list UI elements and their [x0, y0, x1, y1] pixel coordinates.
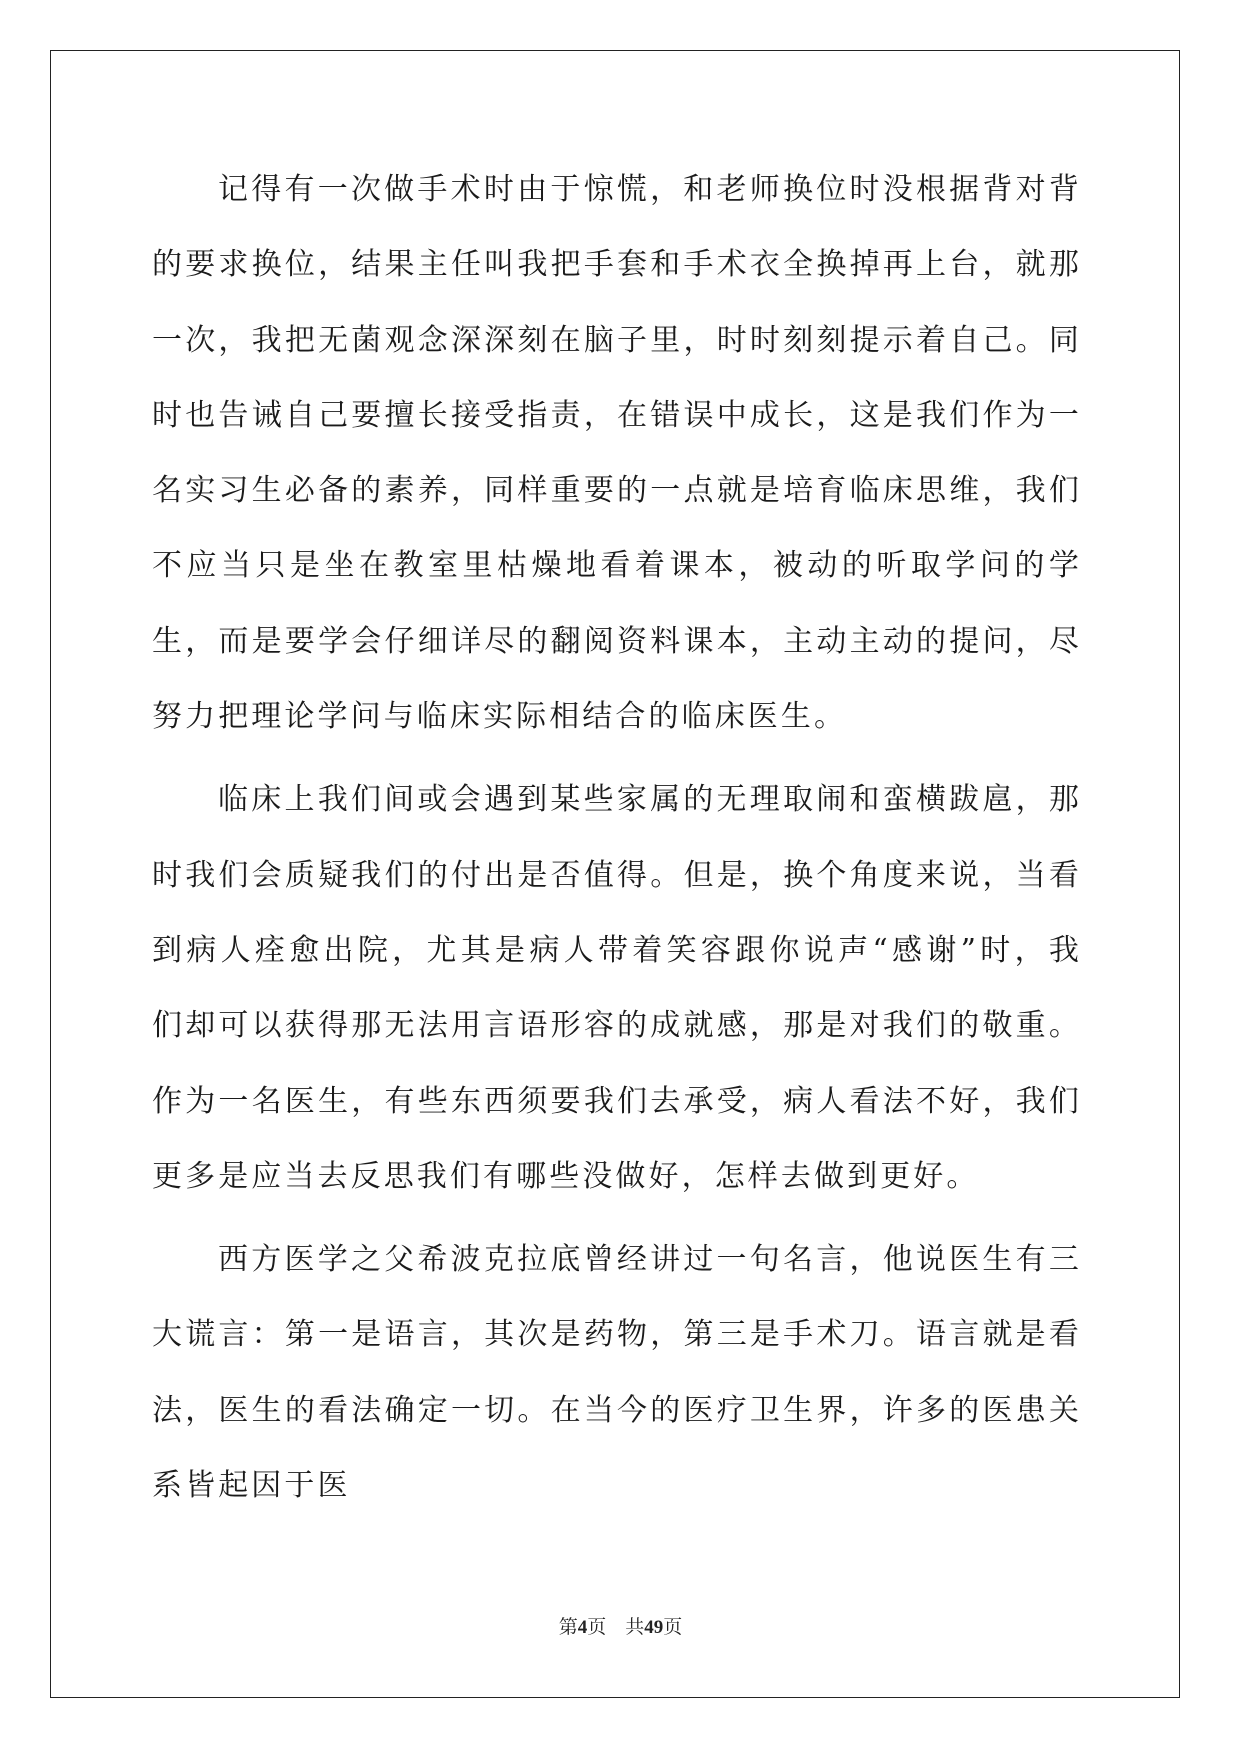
total-pages: 49 — [644, 1617, 664, 1638]
document-body — [152, 152, 1082, 1531]
page-number-suffix: 页 — [587, 1617, 607, 1638]
paragraph: 记得有一次做手术时由于惊慌，和老师换位时没根据背对背的要求换位，结果主任叫我把手套和手术衣全换掉再上台，就那一次，我把无菌观念深深刻在脑子里，时时刻刻提示着自己。同时也告诫自己要擅长接受指责，在错误中成长，这是我们作为一名实习生必备的素养，同样重要的一点就是培育临床思维，我们不应当只是坐在教室里枯燥地看着课本，被动的听取学问的学生，而是要学会仔细详尽的翻阅资料课本，主动主动的提问，尽努力把理论学问与临床实际相结合的临床医生。 — [152, 172, 1082, 735]
page-number-prefix: 第 — [558, 1617, 578, 1638]
page-footer — [0, 1612, 1241, 1639]
paragraph: 西方医学之父希波克拉底曾经讲过一句名言，他说医生有三大谎言：第一是语言，其次是药物，第三是手术刀。语言就是看法，医生的看法确定一切。在当今的医疗卫生界，许多的医患关系皆起因于医 — [152, 1242, 1082, 1504]
total-pages-suffix: 页 — [663, 1617, 683, 1638]
paragraph: 临床上我们间或会遇到某些家属的无理取闹和蛮横跋扈，那时我们会质疑我们的付出是否值得。但是，换个角度来说，当看到病人痊愈出院，尤其是病人带着笑容跟你说声“感谢”时，我们却可以获得那无法用言语形容的成就感，那是对我们的敬重。作为一名医生，有些东西须要我们去承受，病人看法不好，我们更多是应当去反思我们有哪些没做好，怎样去做到更好。 — [152, 782, 1082, 1194]
total-pages-prefix: 共 — [625, 1617, 645, 1638]
page-number: 4 — [577, 1617, 588, 1638]
